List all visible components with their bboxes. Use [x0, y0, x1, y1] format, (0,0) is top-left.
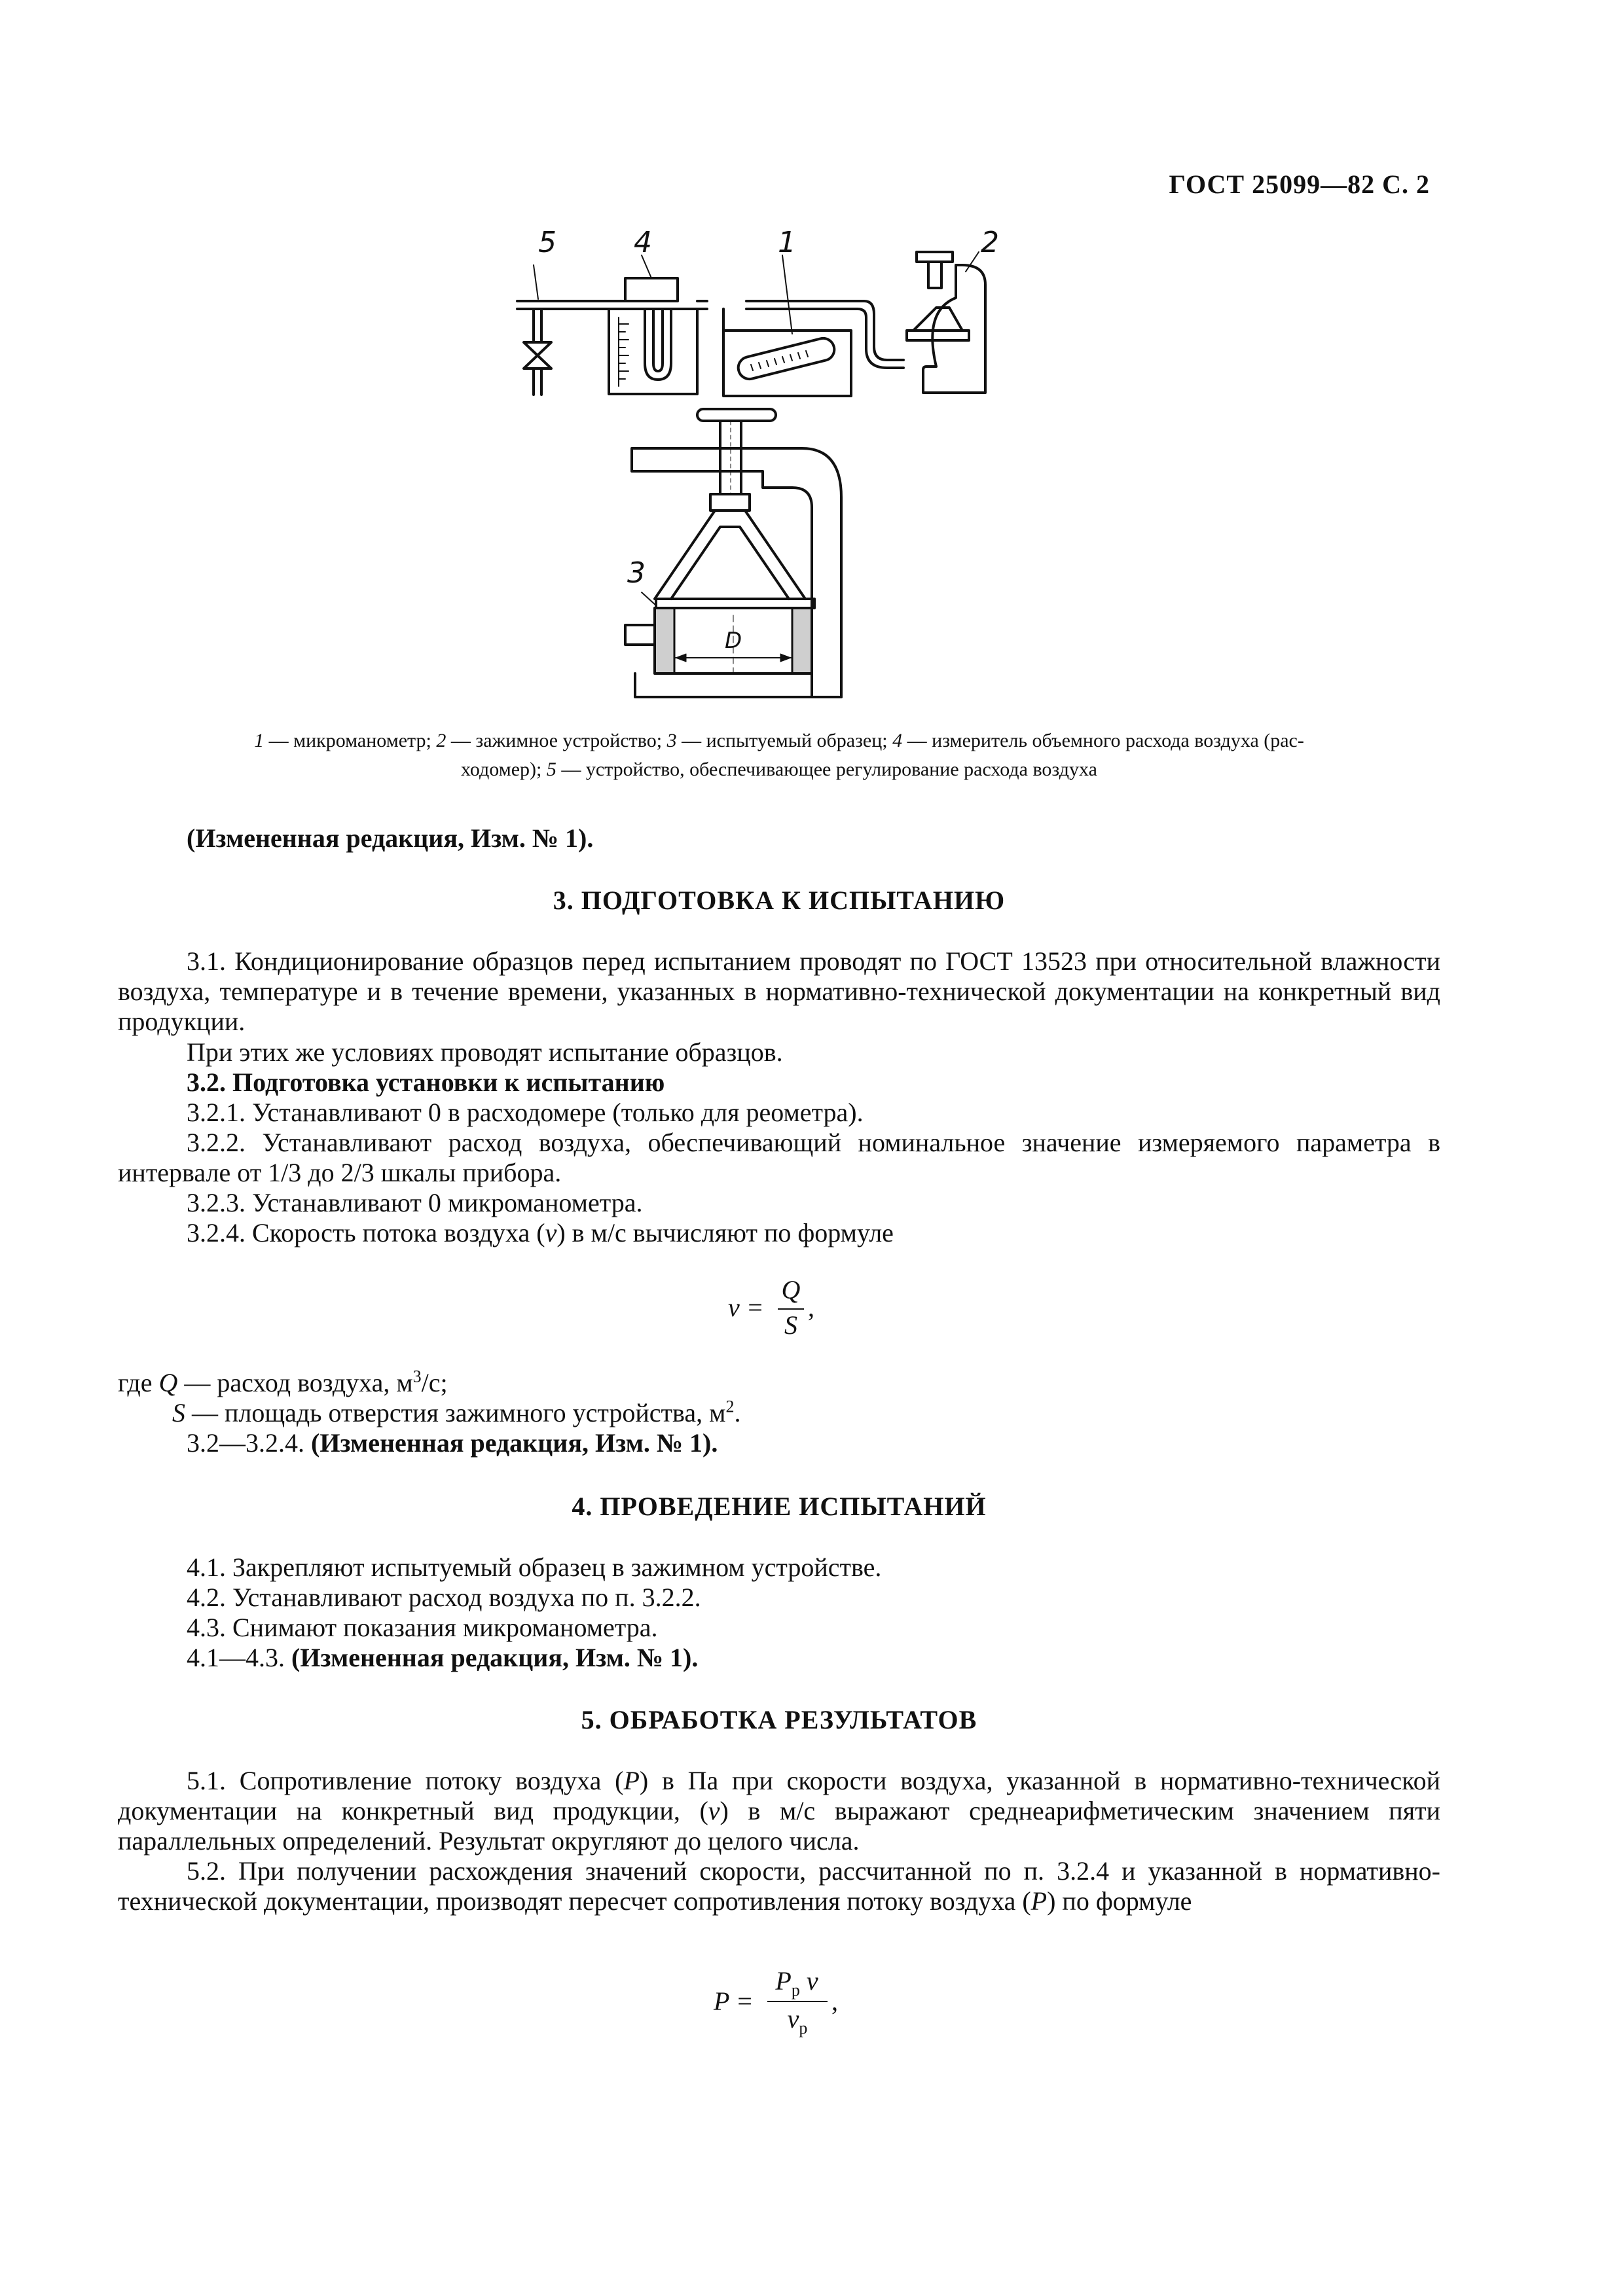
paragraph-3-2: 3.2. Подготовка установки к испытанию — [187, 1067, 665, 1097]
small-clamp-handle — [917, 252, 953, 262]
section-4-title: 4. ПРОВЕДЕНИЕ ИСПЫТАНИЙ — [572, 1492, 987, 1521]
page-header: ГОСТ 25099—82 С. 2 — [1169, 170, 1430, 199]
dimension-label: D — [725, 628, 742, 654]
paragraph-3-2-4: 3.2.4. Скорость потока воздуха (v) в м/с вычисляют по формуле — [187, 1218, 894, 1247]
figure-caption: 1 — микроманометр; 2 — зажимное устройство; 3 — испытуемый образец; 4 — измеритель объемного расхода воздуха (рас- ходомер); 5 — устройство, обеспечивающее регулирование расхода воздуха — [254, 730, 1304, 780]
paragraph-4-2: 4.2. Устанавливают расход воздуха по п. 3.2.2. — [187, 1583, 701, 1612]
label-2: 2 — [981, 226, 999, 259]
paragraph-3-2-2: 3.2.2. Устанавливают расход воздуха, обеспечивающий номинальное значение измеряемого параметра в интервале от 1/3 до 2/3 шкалы прибора. — [118, 1128, 1440, 1187]
amendment-note: (Измененная редакция, Изм. № 1). — [187, 823, 594, 853]
label-4: 4 — [634, 226, 652, 259]
apparatus-diagram — [504, 226, 1159, 710]
amendment-3: 3.2—3.2.4. (Измененная редакция, Изм. № 1). — [187, 1428, 718, 1458]
section-3-title: 3. ПОДГОТОВКА К ИСПЫТАНИЮ — [553, 886, 1006, 915]
paragraph-3-2-3: 3.2.3. Устанавливают 0 микроманометра. — [187, 1188, 643, 1217]
big-clamp-cone-outer — [655, 511, 805, 599]
big-clamp-nut — [710, 494, 750, 511]
paragraph-4-1: 4.1. Закрепляют испытуемый образец в зажимном устройстве. — [187, 1552, 882, 1582]
label-3: 3 — [627, 556, 646, 590]
big-clamp-handle — [697, 409, 776, 421]
where-q: где Q — расход воздуха, $м^3/с$; — [118, 1367, 448, 1397]
where-s: S — площадь отверстия зажимного устройства, $м^2$. — [172, 1397, 741, 1427]
small-clamp-screw — [928, 262, 941, 288]
test-specimen — [656, 599, 814, 608]
u-tube-outer — [645, 309, 671, 380]
micromanometer-box — [723, 331, 851, 396]
label-5: 5 — [538, 226, 556, 259]
air-inlet — [625, 625, 655, 645]
valve-icon — [524, 342, 551, 368]
fraction-bar — [767, 2001, 828, 2002]
section-5-title: 5. ОБРАБОТКА РЕЗУЛЬТАТОВ — [581, 1705, 977, 1734]
small-clamp-frame — [923, 265, 985, 393]
air-pipe-right — [746, 301, 903, 368]
valve-pipe — [534, 309, 541, 340]
u-tube-inner — [653, 309, 663, 371]
label-1: 1 — [778, 226, 796, 259]
paragraph-3-1: 3.1. Кондиционирование образцов перед испытанием проводят по ГОСТ 13523 при относительной влажности воздуха, температуре и в течение времени, указанных в нормативно-технической документации на конкретный вид продукции. — [118, 946, 1440, 1036]
flowmeter-head — [625, 278, 678, 301]
small-clamp-plate — [907, 331, 969, 340]
fraction-bar — [778, 1308, 804, 1310]
paragraph-3-2-1: 3.2.1. Устанавливают 0 в расходомере (только для реометра). — [187, 1098, 864, 1127]
flowmeter-scale — [619, 317, 629, 386]
micromanometer-tube — [736, 336, 837, 381]
amendment-4: 4.1—4.3. (Измененная редакция, Изм. № 1). — [187, 1643, 699, 1672]
paragraph-5-2: 5.2. При получении расхождения значений скорости, рассчитанной по п. 3.2.4 и указанной в нормативно-технической документации, производят пересчет сопротивления потоку воздуха (P) по формуле — [118, 1856, 1440, 1916]
paragraph-3-1b: При этих же условиях проводят испытание образцов. — [187, 1037, 783, 1067]
test-setup-figure — [504, 226, 1159, 710]
paragraph-5-1: 5.1. Сопротивление потоку воздуха (P) в Па при скорости воздуха, указанной в нормативно-технической документации на конкретный вид продукции, (v) в м/с выражают среднеарифметическим значением пяти параллельных определений. Результат округляют до целого числа. — [118, 1766, 1441, 1856]
big-clamp-cone-inner — [671, 527, 789, 599]
paragraph-4-3: 4.3. Снимают показания микроманометра. — [187, 1613, 658, 1642]
big-clamp-bottom — [635, 673, 841, 697]
